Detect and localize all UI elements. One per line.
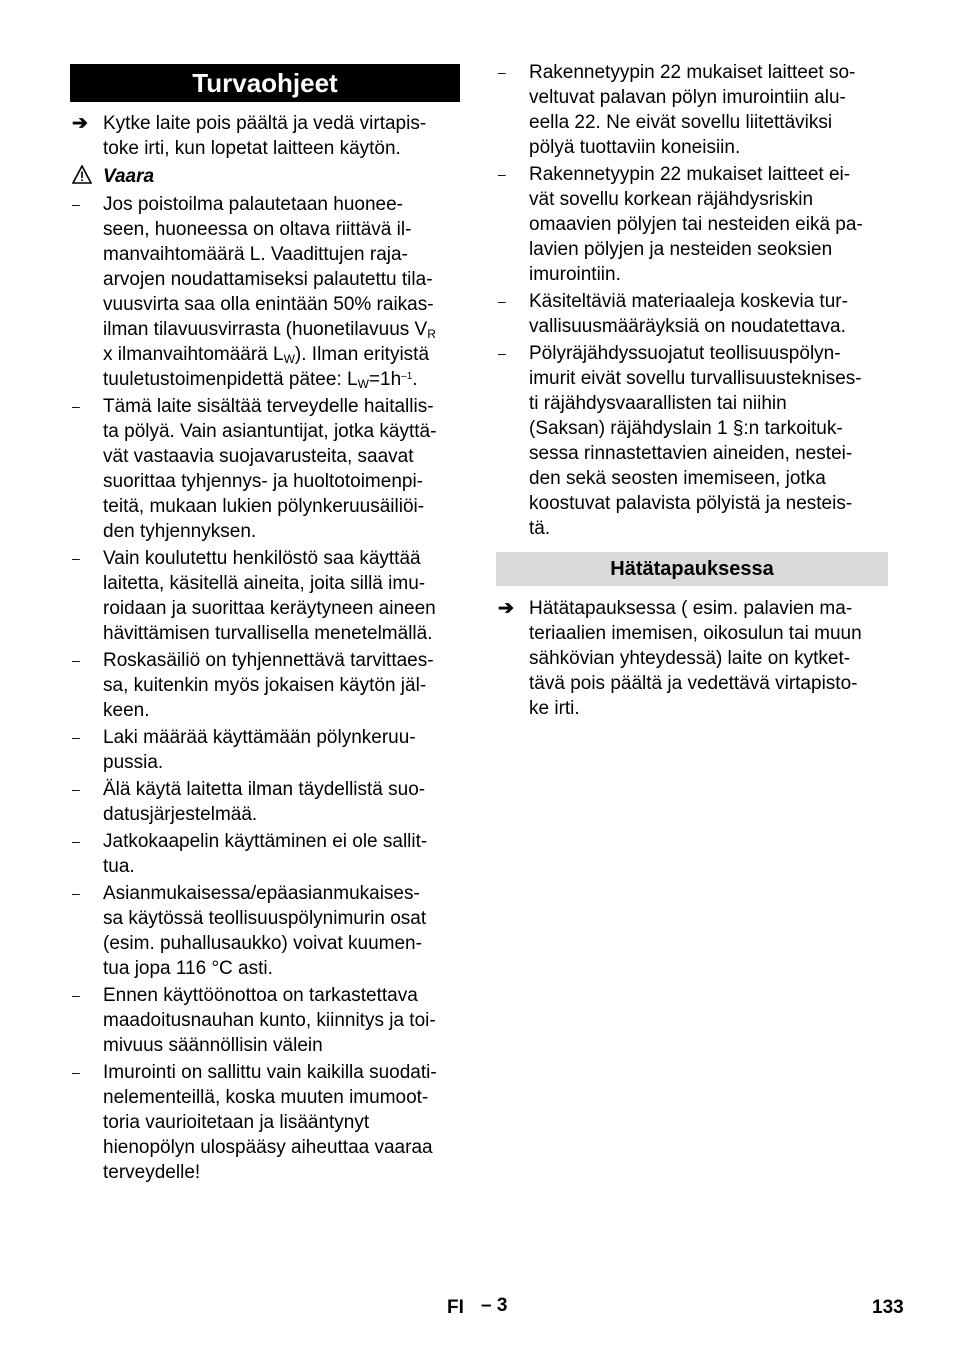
- dash-marker: –: [72, 550, 80, 566]
- warning-label: Vaara: [103, 166, 155, 187]
- list-item: – Käsiteltäviä materiaaleja koskevia tur- vallisuusmääräyksiä on noudatettava.: [498, 291, 848, 337]
- dash-marker: –: [72, 196, 80, 212]
- list-item: – Rakennetyypin 22 mukaiset laitteet so- veltuvat palavan pölyn imurointiin alu- eella 22. Ne eivät sovellu liitettäviksi pölyä tuottaviin koneisiin.: [498, 62, 856, 158]
- instruction-item: ➔ Kytke laite pois päältä ja vedä virtapis- toke irti, kun lopetat laitteen käytön.: [72, 113, 427, 159]
- left-column: [70, 60, 460, 1187]
- dash-marker: –: [72, 987, 80, 1003]
- dash-marker: –: [498, 293, 506, 309]
- list-item: – Rakennetyypin 22 mukaiset laitteet ei- vät sovellu korkean räjähdysriskin omaavien pölyjen tai nesteiden eikä pa- lavien pölyjen ja nesteiden seoksien imurointiin.: [498, 164, 863, 285]
- list-item: – Älä käytä laitetta ilman täydellistä suo- datusjärjestelmää.: [72, 779, 426, 825]
- dash-marker: –: [72, 1064, 80, 1080]
- list-item: – Laki määrää käyttämään pölynkeruu- pussia.: [72, 727, 416, 773]
- section-heading-safety: Turvaohjeet: [70, 64, 460, 102]
- dash-marker: –: [498, 64, 506, 80]
- list-item: – Pölyräjähdyssuojatut teollisuuspölyn- imurit eivät sovellu turvallisuusteknises- ti räjähdysvaarallisten tai niihin (Saksan) räjähdyslain 1 §:n tarkoituk- sessa rinnastettavien aineiden, nestei- den sekä seosten imemiseen, jotka koostuvat palavista pölyistä ja nesteis- tä.: [498, 343, 862, 539]
- warning-label-row: [70, 164, 460, 190]
- list-item: – Jatkokaapelin käyttäminen ei ole sallit- tua.: [72, 831, 428, 877]
- list-item: – Vain koulutettu henkilöstö saa käyttää laitetta, käsitellä aineita, joita sillä imu- roidaan ja suorittaa keräytyneen aineen hävittämisen turvallisella menetelmällä.: [72, 548, 436, 644]
- right-column: [496, 60, 888, 723]
- dash-marker: –: [72, 833, 80, 849]
- dash-marker: –: [72, 781, 80, 797]
- dash-marker: –: [498, 345, 506, 361]
- list-item: – Tämä laite sisältää terveydelle haitallis- ta pölyä. Vain asiantuntijat, jotka käyttä- vät vastaavia suojavarusteita, saavat suorittaa tyhjennys- ja huoltotoimenpi- teitä, mukaan lukien pölynkeruusäiliöi- den tyhjennyksen.: [72, 396, 437, 542]
- list-item: – Imurointi on sallittu vain kaikilla suodati- nelementeillä, koska muuten imumoot- toria vaurioitetaan ja lisääntynyt hienopölyn ulospääsy aiheuttaa vaaraa terveydelle!: [72, 1062, 437, 1183]
- footer-section-number: – 3: [481, 1295, 508, 1316]
- dash-marker: –: [72, 729, 80, 745]
- right-arrow-icon: ➔: [498, 598, 514, 619]
- dash-marker: –: [498, 166, 506, 182]
- list-item: – Asianmukaisessa/epäasianmukaises- sa käytössä teollisuuspölynimurin osat (esim. puhallusaukko) voivat kuumen- tua jopa 116 °C asti.: [72, 883, 427, 979]
- right-arrow-icon: ➔: [72, 113, 88, 134]
- list-item: – Roskasäiliö on tyhjennettävä tarvittaes- sa, kuitenkin myös jokaisen käytön jäl- keen.: [72, 650, 434, 721]
- footer-language: FI: [447, 1297, 464, 1318]
- instruction-item: ➔ Hätätapauksessa ( esim. palavien ma- teriaalien imemisen, oikosulun tai muun sähkövian yhteydessä) laite on kytket- tävä pois päältä ja vedettävä virtapisto- ke irti.: [498, 598, 862, 719]
- warning-triangle-icon: [72, 165, 92, 192]
- dash-marker: –: [72, 398, 80, 414]
- footer-page-number: 133: [872, 1297, 904, 1318]
- dash-marker: –: [72, 885, 80, 901]
- section-heading-emergency: Hätätapauksessa: [496, 552, 888, 586]
- dash-marker: –: [72, 652, 80, 668]
- right-list: [496, 60, 888, 541]
- left-list: [70, 394, 460, 1185]
- list-item: – Ennen käyttöönottoa on tarkastettava maadoitusnauhan kunto, kiinnitys ja toi- mivuus säännöllisin välein: [72, 985, 436, 1056]
- list-item: – Jos poistoilma palautetaan huonee- seen, huoneessa on oltava riittävä il- manvaihtomäärä L. Vaadittujen raja- arvojen noudattamiseksi palautettu tila- vuusvirta saa olla enintään 50% raikas- ilman tilavuusvirrasta (huonetilavuus $V_R$ x ilmanvaihtomäärä $L_W$). Ilman erityistä tuuletustoimenpidettä pätee: $L_W=1h^{-1}$.: [72, 194, 436, 391]
